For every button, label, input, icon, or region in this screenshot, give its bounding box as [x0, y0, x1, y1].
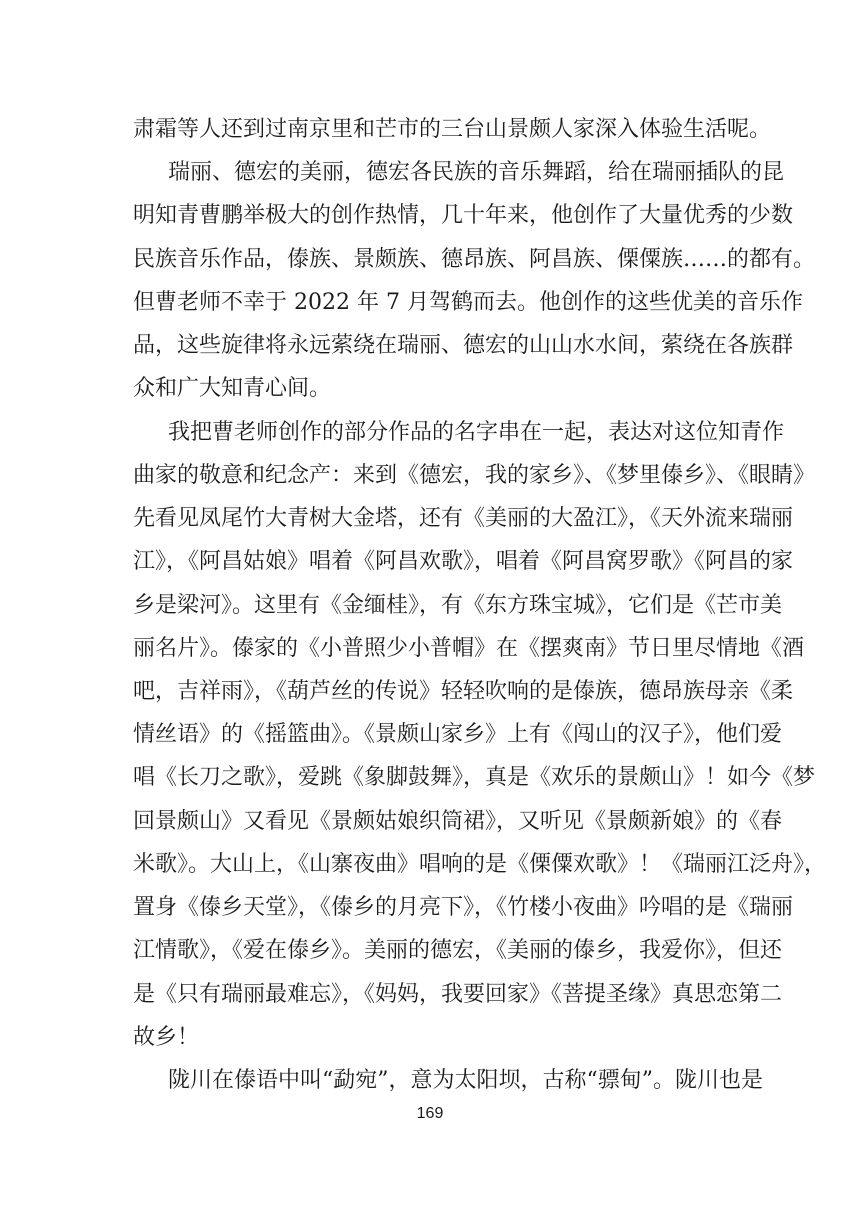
text-line: 我把曹老师创作的部分作品的名字串在一起，表达对这位知青作: [168, 420, 785, 445]
text-line: 乡是梁河》。这里有《金缅桂》，有《东方珠宝城》，它们是《芒市美: [133, 593, 783, 618]
text-line: 江情歌》，《爱在傣乡》。美丽的德宏，《美丽的傣乡，我爱你》，但还: [133, 938, 783, 963]
text-line: 吧，吉祥雨》，《葫芦丝的传说》轻轻吹响的是傣族，德昂族母亲《柔: [133, 679, 794, 704]
text-line: 众和广大知青心间。: [133, 376, 332, 401]
page-number: 169: [416, 1105, 444, 1122]
text-line: 曲家的敬意和纪念产：来到《德宏，我的家乡》、《梦里傣乡》、《眼睛》: [133, 463, 816, 488]
text-line: 陇川在傣语中叫“勐宛”，意为太阳坝，古称“骠甸”。陇川也是: [168, 1068, 763, 1093]
text-line: 瑞丽、德宏的美丽，德宏各民族的音乐舞蹈，给在瑞丽插队的昆: [168, 160, 785, 185]
text-line: 肃霜等人还到过南京里和芒市的三台山景颇人家深入体验生活呢。: [133, 117, 772, 142]
text-line: 情丝语》的《摇篮曲》。《景颇山家乡》上有《闯山的汉子》，他们爱: [133, 722, 783, 747]
text-line: 但曹老师不幸于 2022 年 7 月驾鹤而去。他创作的这些优美的音乐作: [133, 290, 803, 315]
text-line: 回景颇山》又看见《景颇姑娘织筒裙》，又听见《景颇新娘》的《春: [133, 809, 783, 834]
text-line: 品，这些旋律将永远萦绕在瑞丽、德宏的山山水水间，萦绕在各族群: [133, 333, 794, 358]
text-line: 故乡！: [133, 1025, 200, 1050]
text-line: 丽名片》。傣家的《小普照少小普帽》在《摆爽南》节日里尽情地《酒: [133, 636, 805, 661]
text-line: 米歌》。大山上，《山寨夜曲》唱响的是《傈僳欢歌》！《瑞丽江泛舟》，: [133, 852, 827, 877]
text-line: 江》，《阿昌姑娘》唱着《阿昌欢歌》，唱着《阿昌窝罗歌》《阿昌的家: [133, 549, 794, 574]
text-line: 民族音乐作品，傣族、景颇族、德昂族、阿昌族、傈僳族……的都有。: [133, 247, 816, 272]
text-line: 唱《长刀之歌》，爱跳《象脚鼓舞》，真是《欢乐的景颇山》！如今《梦: [133, 765, 816, 790]
text-line: 明知青曹鹏举极大的创作热情，几十年来，他创作了大量优秀的少数: [133, 203, 794, 228]
text-line: 是《只有瑞丽最难忘》，《妈妈，我要回家》《菩提圣缘》真思恋第二: [133, 982, 783, 1007]
text-line: 先看见凤尾竹大青树大金塔，还有《美丽的大盈江》，《天外流来瑞丽: [133, 506, 794, 531]
text-line: 置身《傣乡天堂》，《傣乡的月亮下》，《竹楼小夜曲》吟唱的是《瑞丽: [133, 895, 794, 920]
